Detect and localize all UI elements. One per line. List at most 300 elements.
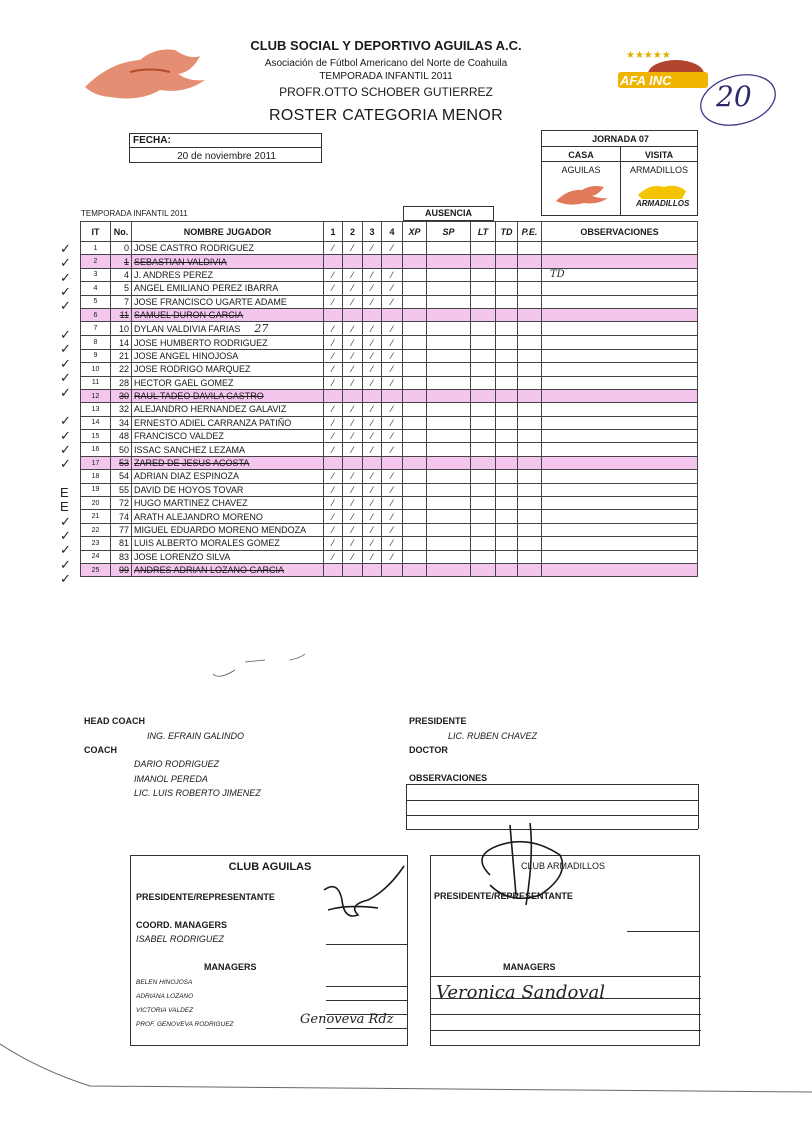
row-player-name: MIGUEL EDUARDO MORENO MENDOZA bbox=[132, 523, 324, 536]
quarter-tick-icon: ⁄ bbox=[371, 498, 373, 509]
side-check-icon: ✓ bbox=[60, 370, 71, 386]
ausencia-cell bbox=[427, 403, 471, 416]
quarter-cell bbox=[363, 295, 382, 308]
row-it: 20 bbox=[81, 497, 111, 510]
quarter-cell bbox=[363, 349, 382, 362]
casa-team: AGUILAS bbox=[561, 165, 601, 175]
row-player-name: JOSE HUMBERTO RODRIGUEZ bbox=[132, 336, 324, 349]
quarter-tick-icon: ⁄ bbox=[351, 431, 354, 442]
ausencia-cell bbox=[427, 416, 471, 429]
row-observaciones bbox=[542, 497, 698, 510]
row-player-name: ISSAC SANCHEZ LEZAMA bbox=[132, 443, 324, 456]
quarter-cell bbox=[343, 242, 363, 255]
quarter-cell bbox=[382, 523, 403, 536]
ausencia-cell bbox=[427, 483, 471, 496]
roster-row bbox=[81, 336, 698, 349]
quarter-cell bbox=[324, 523, 343, 536]
ausencia-cell bbox=[403, 363, 427, 376]
column-header: XP bbox=[403, 222, 427, 242]
row-observaciones bbox=[542, 255, 698, 268]
roster-row bbox=[81, 470, 698, 483]
quarter-tick-icon: ⁄ bbox=[371, 431, 373, 442]
roster-row bbox=[81, 443, 698, 456]
column-header: IT bbox=[81, 222, 111, 242]
quarter-tick-icon: ⁄ bbox=[371, 471, 373, 482]
row-player-name: ERNESTO ADIEL CARRANZA PATIÑO bbox=[132, 416, 324, 429]
ausencia-cell bbox=[403, 497, 427, 510]
quarter-cell bbox=[324, 497, 343, 510]
row-it: 22 bbox=[81, 523, 111, 536]
quarter-cell bbox=[382, 308, 403, 321]
quarter-tick-icon: ⁄ bbox=[332, 296, 334, 307]
ausencia-cell bbox=[471, 497, 496, 510]
ausencia-cell bbox=[471, 242, 496, 255]
row-number: 28 bbox=[111, 376, 132, 389]
quarter-tick-icon: ⁄ bbox=[332, 364, 334, 375]
roster-row bbox=[81, 389, 698, 402]
row-it: 13 bbox=[81, 403, 111, 416]
row-number: 50 bbox=[111, 443, 132, 456]
quarter-tick-icon: ⁄ bbox=[391, 444, 393, 455]
aguilas-manager-3: VICTORIA VALDEZ bbox=[136, 1007, 194, 1014]
quarter-tick-icon: ⁄ bbox=[332, 269, 334, 280]
quarter-cell bbox=[324, 563, 343, 576]
roster-row bbox=[81, 523, 698, 536]
quarter-tick-icon: ⁄ bbox=[351, 296, 354, 307]
ausencia-cell bbox=[403, 242, 427, 255]
row-number: 14 bbox=[111, 336, 132, 349]
row-it: 17 bbox=[81, 456, 111, 469]
quarter-tick-icon: ⁄ bbox=[332, 538, 334, 549]
row-number: 21 bbox=[111, 349, 132, 362]
ausencia-cell bbox=[403, 389, 427, 402]
ausencia-cell bbox=[518, 363, 542, 376]
quarter-cell bbox=[382, 416, 403, 429]
quarter-tick-icon: ⁄ bbox=[332, 525, 334, 535]
ausencia-cell bbox=[496, 376, 518, 389]
side-check-icon: ✓ bbox=[60, 542, 71, 558]
quarter-tick-icon: ⁄ bbox=[391, 377, 393, 388]
ausencia-cell bbox=[496, 282, 518, 295]
table-season-label: TEMPORADA INFANTIL 2011 bbox=[81, 209, 188, 218]
ausencia-cell bbox=[496, 295, 518, 308]
row-number: 30 bbox=[111, 389, 132, 402]
column-header: No. bbox=[111, 222, 132, 242]
row-number: 77 bbox=[111, 523, 132, 536]
side-check-icon: ✓ bbox=[60, 513, 71, 529]
aguilas-managers-label: MANAGERS bbox=[204, 962, 257, 972]
ausencia-cell bbox=[471, 470, 496, 483]
row-player-name: FRANCISCO VALDEZ bbox=[132, 430, 324, 443]
roster-row bbox=[81, 537, 698, 550]
ausencia-cell bbox=[518, 322, 542, 336]
ausencia-cell bbox=[471, 537, 496, 550]
ausencia-cell bbox=[518, 349, 542, 362]
roster-row bbox=[81, 242, 698, 255]
ausencia-cell bbox=[518, 389, 542, 402]
row-observaciones bbox=[542, 443, 698, 456]
ausencia-cell bbox=[427, 523, 471, 536]
quarter-tick-icon: ⁄ bbox=[351, 243, 354, 254]
ausencia-cell bbox=[496, 537, 518, 550]
row-it: 18 bbox=[81, 470, 111, 483]
page-number-mark: 20 bbox=[698, 70, 780, 128]
quarter-cell bbox=[324, 349, 343, 362]
roster-row bbox=[81, 282, 698, 295]
jornada-box bbox=[541, 130, 698, 216]
quarter-tick-icon: ⁄ bbox=[332, 283, 334, 294]
quarter-tick-icon: ⁄ bbox=[371, 538, 373, 549]
quarter-cell bbox=[343, 416, 363, 429]
ausencia-cell bbox=[471, 282, 496, 295]
ausencia-cell bbox=[496, 242, 518, 255]
row-player-name: HUGO MARTINEZ CHAVEZ bbox=[132, 497, 324, 510]
ausencia-cell bbox=[518, 295, 542, 308]
row-observaciones bbox=[542, 416, 698, 429]
quarter-tick-icon: ⁄ bbox=[351, 538, 354, 549]
aguilas-manager-4: PROF. GENOVEVA RODRIGUEZ bbox=[136, 1021, 234, 1028]
row-observaciones bbox=[542, 563, 698, 576]
quarter-cell bbox=[343, 295, 363, 308]
ausencia-cell bbox=[403, 403, 427, 416]
ausencia-cell bbox=[427, 349, 471, 362]
quarter-tick-icon: ⁄ bbox=[332, 471, 334, 482]
quarter-cell bbox=[343, 349, 363, 362]
quarter-cell bbox=[363, 389, 382, 402]
quarter-tick-icon: ⁄ bbox=[371, 323, 373, 334]
row-observaciones bbox=[542, 510, 698, 523]
quarter-cell bbox=[382, 282, 403, 295]
side-check-icon: ✓ bbox=[60, 413, 71, 429]
roster-row bbox=[81, 295, 698, 308]
ausencia-cell bbox=[496, 483, 518, 496]
coach-name-2: IMANOL PEREDA bbox=[134, 774, 208, 784]
row-observaciones bbox=[542, 268, 698, 281]
head-coach-name: ING. EFRAIN GALINDO bbox=[147, 731, 245, 741]
quarter-tick-icon: ⁄ bbox=[391, 471, 393, 482]
club-name: CLUB SOCIAL Y DEPORTIVO AGUILAS A.C. bbox=[250, 38, 522, 53]
side-check-icon: ✓ bbox=[60, 427, 71, 443]
quarter-tick-icon: ⁄ bbox=[391, 350, 393, 361]
roster-row bbox=[81, 456, 698, 469]
quarter-cell bbox=[324, 336, 343, 349]
quarter-cell bbox=[324, 268, 343, 281]
fecha-value: 20 de noviembre 2011 bbox=[177, 151, 276, 162]
quarter-cell bbox=[363, 268, 382, 281]
quarter-tick-icon: ⁄ bbox=[351, 283, 354, 294]
ausencia-cell bbox=[427, 322, 471, 336]
quarter-tick-icon: ⁄ bbox=[351, 350, 354, 361]
aguilas-manager-2: ADRIANA LOZANO bbox=[136, 993, 194, 1000]
quarter-cell bbox=[324, 470, 343, 483]
ausencia-cell bbox=[518, 443, 542, 456]
quarter-tick-icon: ⁄ bbox=[371, 404, 373, 415]
quarter-cell bbox=[343, 376, 363, 389]
ausencia-cell bbox=[403, 537, 427, 550]
side-check-icon: ✓ bbox=[60, 384, 71, 400]
quarter-cell bbox=[363, 483, 382, 496]
quarter-cell bbox=[324, 295, 343, 308]
row-number: 5 bbox=[111, 282, 132, 295]
column-header: 3 bbox=[363, 222, 382, 242]
ausencia-cell bbox=[496, 497, 518, 510]
quarter-tick-icon: ⁄ bbox=[371, 243, 373, 254]
afa-logo-text: AFA INC bbox=[620, 73, 672, 88]
quarter-cell bbox=[382, 349, 403, 362]
ausencia-cell bbox=[496, 336, 518, 349]
armadillos-presidente-label: PRESIDENTE/REPRESENTANTE bbox=[434, 891, 573, 901]
row-number: 72 bbox=[111, 497, 132, 510]
quarter-tick-icon: ⁄ bbox=[351, 417, 354, 428]
row-number: 0 bbox=[111, 242, 132, 255]
quarter-tick-icon: ⁄ bbox=[332, 243, 334, 254]
ausencia-cell bbox=[471, 550, 496, 563]
row-observaciones bbox=[542, 242, 698, 255]
quarter-tick-icon: ⁄ bbox=[351, 525, 354, 535]
aguilas-small-logo bbox=[554, 183, 610, 210]
row-observaciones bbox=[542, 483, 698, 496]
quarter-tick-icon: ⁄ bbox=[391, 323, 393, 334]
ausencia-cell bbox=[496, 389, 518, 402]
quarter-tick-icon: ⁄ bbox=[351, 323, 354, 334]
row-it: 15 bbox=[81, 430, 111, 443]
ausencia-cell bbox=[471, 416, 496, 429]
row-number: 10 bbox=[111, 322, 132, 336]
ausencia-cell bbox=[403, 430, 427, 443]
row-number: 34 bbox=[111, 416, 132, 429]
quarter-cell bbox=[382, 389, 403, 402]
side-e-mark: E bbox=[60, 499, 69, 515]
quarter-cell bbox=[382, 483, 403, 496]
quarter-cell bbox=[363, 363, 382, 376]
quarter-cell bbox=[343, 308, 363, 321]
side-e-mark: E bbox=[60, 484, 69, 500]
quarter-cell bbox=[382, 255, 403, 268]
ausencia-cell bbox=[518, 282, 542, 295]
quarter-tick-icon: ⁄ bbox=[351, 377, 354, 388]
quarter-cell bbox=[363, 537, 382, 550]
row-it: 9 bbox=[81, 349, 111, 362]
ausencia-cell bbox=[403, 523, 427, 536]
quarter-cell bbox=[382, 376, 403, 389]
quarter-cell bbox=[382, 563, 403, 576]
row-observaciones bbox=[542, 456, 698, 469]
column-header: SP bbox=[427, 222, 471, 242]
row-it: 23 bbox=[81, 537, 111, 550]
ausencia-cell bbox=[518, 376, 542, 389]
row-number: 99 bbox=[111, 563, 132, 576]
roster-row bbox=[81, 510, 698, 523]
quarter-tick-icon: ⁄ bbox=[391, 484, 393, 495]
table-header-row bbox=[81, 222, 698, 242]
ausencia-cell bbox=[518, 497, 542, 510]
ausencia-cell bbox=[403, 510, 427, 523]
quarter-cell bbox=[343, 336, 363, 349]
ausencia-cell bbox=[471, 510, 496, 523]
row-it: 5 bbox=[81, 295, 111, 308]
row-player-name: ALEJANDRO HERNANDEZ GALAVIZ bbox=[132, 403, 324, 416]
quarter-cell bbox=[382, 403, 403, 416]
aguilas-president-signature bbox=[318, 860, 408, 945]
ausencia-cell bbox=[471, 456, 496, 469]
aguilas-presidente-label: PRESIDENTE/REPRESENTANTE bbox=[136, 892, 275, 902]
quarter-cell bbox=[343, 497, 363, 510]
roster-row bbox=[81, 483, 698, 496]
row-number: 55 bbox=[111, 483, 132, 496]
ausencia-cell bbox=[496, 403, 518, 416]
ausencia-cell bbox=[471, 443, 496, 456]
roster-row bbox=[81, 363, 698, 376]
ausencia-cell bbox=[427, 268, 471, 281]
row-it: 8 bbox=[81, 336, 111, 349]
quarter-cell bbox=[343, 282, 363, 295]
ausencia-cell bbox=[427, 443, 471, 456]
quarter-cell bbox=[382, 322, 403, 336]
quarter-tick-icon: ⁄ bbox=[371, 296, 373, 307]
row-player-name: LUIS ALBERTO MORALES GOMEZ bbox=[132, 537, 324, 550]
quarter-tick-icon: ⁄ bbox=[332, 377, 334, 388]
quarter-cell bbox=[324, 483, 343, 496]
ausencia-cell bbox=[403, 322, 427, 336]
row-player-name: ARATH ALEJANDRO MORENO bbox=[132, 510, 324, 523]
quarter-cell bbox=[324, 282, 343, 295]
row-number: 81 bbox=[111, 537, 132, 550]
row-player-name: HECTOR GAEL GOMEZ bbox=[132, 376, 324, 389]
quarter-cell bbox=[363, 443, 382, 456]
quarter-cell bbox=[343, 322, 363, 336]
ausencia-cell bbox=[471, 308, 496, 321]
ausencia-cell bbox=[403, 268, 427, 281]
column-header: OBSERVACIONES bbox=[542, 222, 698, 242]
visita-label: VISITA bbox=[644, 150, 674, 160]
column-header: 1 bbox=[324, 222, 343, 242]
row-number: 54 bbox=[111, 470, 132, 483]
side-check-icon: ✓ bbox=[60, 341, 71, 357]
ausencia-cell bbox=[471, 563, 496, 576]
ausencia-cell bbox=[403, 483, 427, 496]
roster-row bbox=[81, 268, 698, 281]
side-check-icon: ✓ bbox=[60, 571, 71, 587]
quarter-tick-icon: ⁄ bbox=[371, 525, 373, 535]
quarter-cell bbox=[324, 430, 343, 443]
roster-row bbox=[81, 376, 698, 389]
quarter-cell bbox=[324, 403, 343, 416]
ausencia-cell bbox=[518, 470, 542, 483]
quarter-tick-icon: ⁄ bbox=[371, 444, 373, 455]
ausencia-cell bbox=[427, 510, 471, 523]
quarter-tick-icon: ⁄ bbox=[391, 498, 393, 509]
ausencia-cell bbox=[403, 550, 427, 563]
quarter-tick-icon: ⁄ bbox=[351, 404, 354, 415]
ausencia-cell bbox=[427, 363, 471, 376]
quarter-cell bbox=[343, 430, 363, 443]
quarter-cell bbox=[343, 456, 363, 469]
row-number: 32 bbox=[111, 403, 132, 416]
ausencia-cell bbox=[427, 497, 471, 510]
quarter-cell bbox=[343, 255, 363, 268]
ausencia-cell bbox=[427, 376, 471, 389]
pencil-scribble bbox=[205, 652, 315, 687]
quarter-tick-icon: ⁄ bbox=[332, 404, 334, 415]
quarter-tick-icon: ⁄ bbox=[351, 498, 354, 509]
jornada-title: JORNADA 07 bbox=[592, 134, 649, 144]
row-it: 16 bbox=[81, 443, 111, 456]
quarter-cell bbox=[382, 537, 403, 550]
quarter-cell bbox=[382, 497, 403, 510]
ausencia-cell bbox=[496, 308, 518, 321]
armadillos-logo-text: ARMADILLOS bbox=[636, 199, 690, 208]
quarter-cell bbox=[363, 430, 382, 443]
svg-text:★★★★★: ★★★★★ bbox=[626, 50, 671, 61]
row-it: 14 bbox=[81, 416, 111, 429]
ausencia-cell bbox=[427, 563, 471, 576]
ausencia-cell bbox=[427, 255, 471, 268]
quarter-cell bbox=[363, 497, 382, 510]
quarter-cell bbox=[363, 416, 382, 429]
quarter-tick-icon: ⁄ bbox=[391, 551, 393, 562]
ausencia-cell bbox=[427, 282, 471, 295]
school-name: PROFR.OTTO SCHOBER GUTIERREZ bbox=[279, 85, 493, 99]
fecha-box bbox=[129, 133, 322, 163]
quarter-cell bbox=[363, 403, 382, 416]
ausencia-cell bbox=[427, 430, 471, 443]
quarter-cell bbox=[363, 255, 382, 268]
quarter-tick-icon: ⁄ bbox=[351, 364, 354, 375]
quarter-cell bbox=[324, 242, 343, 255]
quarter-tick-icon: ⁄ bbox=[391, 431, 393, 442]
ausencia-cell bbox=[427, 456, 471, 469]
row-player-name: RAUL TADEO DAVILA CASTRO bbox=[132, 389, 324, 402]
quarter-cell bbox=[343, 403, 363, 416]
quarter-cell bbox=[363, 322, 382, 336]
quarter-cell bbox=[363, 510, 382, 523]
ausencia-cell bbox=[496, 349, 518, 362]
ausencia-cell bbox=[403, 416, 427, 429]
quarter-cell bbox=[363, 336, 382, 349]
quarter-tick-icon: ⁄ bbox=[391, 417, 393, 428]
ausencia-cell bbox=[496, 430, 518, 443]
quarter-cell bbox=[363, 523, 382, 536]
coach-name-3: LIC. LUIS ROBERTO JIMENEZ bbox=[134, 788, 261, 798]
quarter-tick-icon: ⁄ bbox=[391, 538, 393, 549]
row-it: 25 bbox=[81, 563, 111, 576]
quarter-cell bbox=[382, 470, 403, 483]
ausencia-cell bbox=[518, 550, 542, 563]
quarter-cell bbox=[324, 456, 343, 469]
quarter-tick-icon: ⁄ bbox=[351, 484, 354, 495]
row-it: 21 bbox=[81, 510, 111, 523]
ausencia-cell bbox=[403, 349, 427, 362]
ausencia-cell bbox=[471, 295, 496, 308]
quarter-tick-icon: ⁄ bbox=[391, 283, 393, 294]
quarter-tick-icon: ⁄ bbox=[332, 551, 334, 562]
row-observaciones bbox=[542, 550, 698, 563]
column-header: 2 bbox=[343, 222, 363, 242]
row-it: 6 bbox=[81, 308, 111, 321]
row-player-name: ANDRES ADRIAN LOZANO GARCIA bbox=[132, 563, 324, 576]
ausencia-cell bbox=[496, 470, 518, 483]
side-check-icon: ✓ bbox=[60, 528, 71, 543]
quarter-cell bbox=[382, 510, 403, 523]
row-observaciones bbox=[542, 308, 698, 321]
row-player-name: DYLAN VALDIVIA FARIAS 27 bbox=[132, 322, 324, 336]
quarter-cell bbox=[343, 537, 363, 550]
ausencia-cell bbox=[518, 308, 542, 321]
roster-row bbox=[81, 430, 698, 443]
quarter-cell bbox=[363, 563, 382, 576]
armadillos-president-signature bbox=[460, 815, 580, 920]
coach-label: COACH bbox=[84, 745, 117, 755]
